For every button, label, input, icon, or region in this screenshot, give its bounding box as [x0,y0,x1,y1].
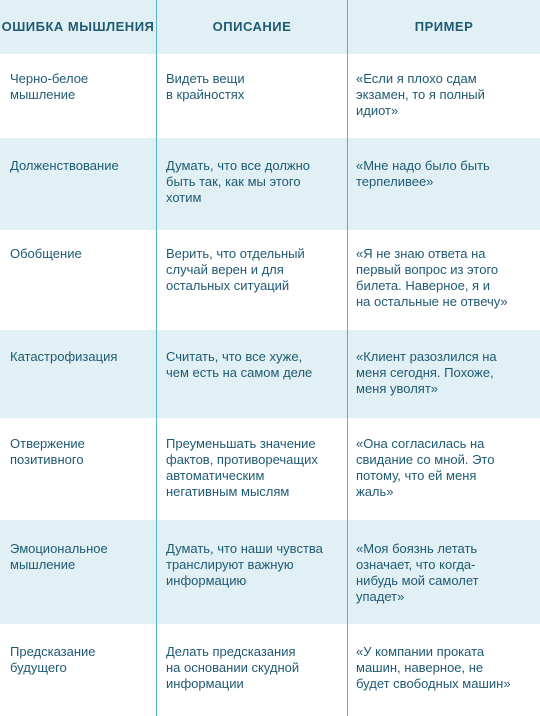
error-name: Долженствование [10,158,119,173]
error-description: Думать, что наши чувства транслируют важную информацию [166,541,323,588]
error-description: Делать предсказания на основании скудной информации [166,644,300,691]
header-error: ОШИБКА МЫШЛЕНИЯ [1,19,155,34]
table-row [0,624,540,716]
error-example: «Мне надо было быть терпеливее» [356,158,490,189]
error-example: «Она согласилась на свидание со мной. Это потому, что ей меня жаль» [356,436,495,499]
table-header [0,0,540,54]
table-row [0,138,540,230]
error-description: Верить, что отдельный случай верен и для остальных ситуаций [166,246,305,293]
header-description: ОПИСАНИЕ [212,19,292,34]
error-name: Катастрофизация [10,349,118,364]
column-divider [156,0,157,716]
error-example: «У компании проката машин, наверное, не будет свободных машин» [356,644,511,691]
table-row [0,54,540,138]
error-name: Обобщение [10,246,82,261]
error-name: Отвержение позитивного [10,436,85,467]
error-name: Предсказание будущего [10,644,96,675]
column-divider [347,0,348,716]
error-example: «Моя боязнь летать означает, что когда- нибудь мой самолет упадет» [356,541,479,604]
error-example: «Если я плохо сдам экзамен, то я полный идиот» [356,71,485,118]
error-name: Эмоциональное мышление [10,541,108,572]
error-example: «Я не знаю ответа на первый вопрос из этого билета. Наверное, я и на остальные не отвечу» [356,246,508,309]
error-description: Преуменьшать значение фактов, противоречащих автоматическим негативным мыслям [166,436,318,499]
error-description: Видеть вещи в крайностях [166,71,245,102]
header-example: ПРИМЕР [414,19,474,34]
table-row [0,418,540,520]
table-row [0,520,540,624]
error-description: Думать, что все должно быть так, как мы этого хотим [166,158,311,205]
table-row [0,330,540,418]
table-row [0,230,540,330]
error-description: Считать, что все хуже, чем есть на самом деле [166,349,313,380]
error-example: «Клиент разозлился на меня сегодня. Похоже, меня уволят» [356,349,497,396]
error-name: Черно-белое мышление [10,71,89,102]
